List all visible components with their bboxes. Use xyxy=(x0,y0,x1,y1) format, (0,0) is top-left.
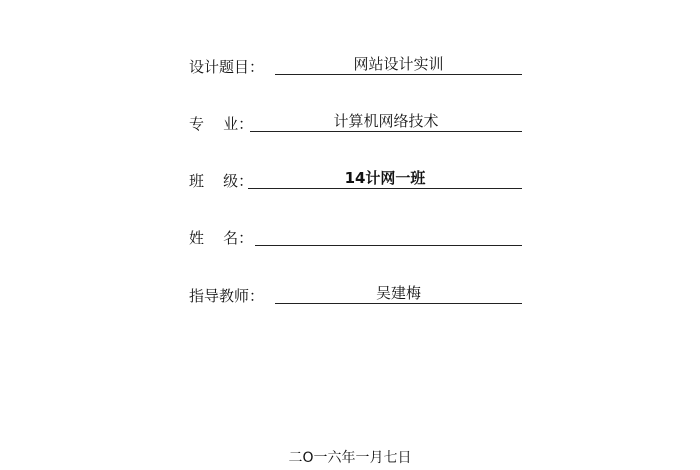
topic-label: 设计题目： xyxy=(189,58,265,76)
name-label: 姓 名： xyxy=(189,229,254,247)
major-field xyxy=(250,109,522,132)
name-field xyxy=(255,223,522,246)
topic-row xyxy=(189,54,264,78)
class-label: 班 级： xyxy=(189,172,254,190)
topic-field xyxy=(275,52,522,75)
advisor-row xyxy=(189,283,264,307)
class-field xyxy=(248,166,522,189)
name-row xyxy=(189,225,253,249)
class-value: 14计网一班 xyxy=(344,169,426,187)
document-date: 二O一六年一月七日 xyxy=(288,450,412,466)
advisor-label: 指导教师： xyxy=(189,287,265,305)
major-value: 计算机网络技术 xyxy=(333,112,439,130)
major-row xyxy=(189,111,253,135)
topic-value: 网站设计实训 xyxy=(353,55,444,73)
major-label: 专 业： xyxy=(189,115,254,133)
advisor-value: 吴建梅 xyxy=(375,284,421,302)
advisor-field xyxy=(275,281,522,304)
class-row xyxy=(189,168,253,192)
